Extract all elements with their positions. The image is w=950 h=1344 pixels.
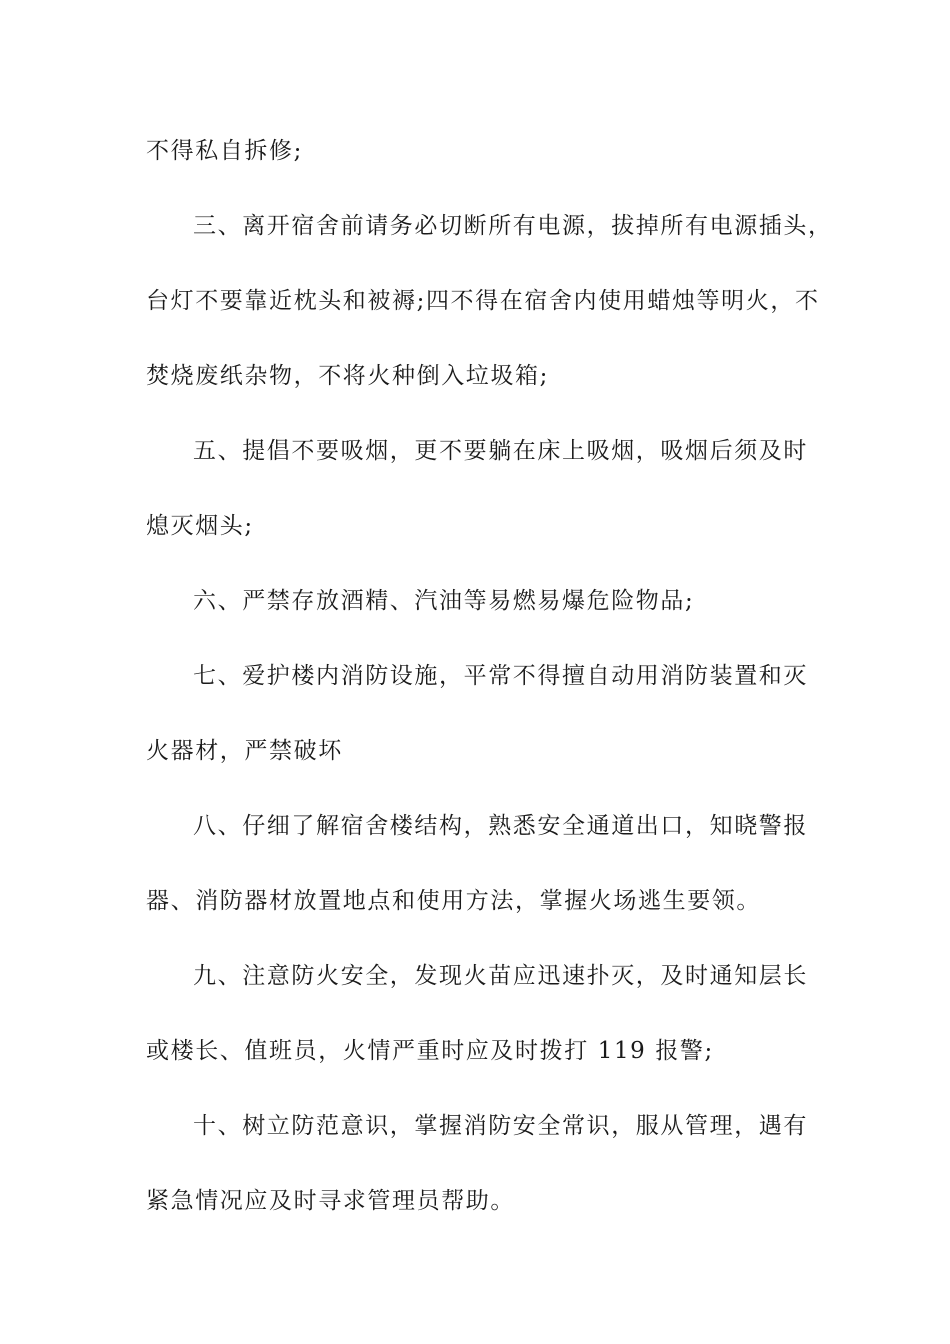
paragraph-start-item-9: 九、注意防火安全，发现火苗应迅速扑灭，及时通知层长 — [193, 963, 808, 989]
text-line: 器、消防器材放置地点和使用方法，掌握火场逃生要领。 — [146, 888, 761, 914]
text-line: 火器材，严禁破坏 — [146, 738, 343, 764]
text-line: 熄灭烟头; — [146, 513, 254, 539]
paragraph-start-item-6: 六、严禁存放酒精、汽油等易燃易爆危险物品; — [193, 588, 695, 614]
paragraph-start-item-7: 七、爱护楼内消防设施，平常不得擅自动用消防装置和灭 — [193, 663, 808, 689]
paragraph-start-item-5: 五、提倡不要吸烟，更不要躺在床上吸烟，吸烟后须及时 — [193, 438, 808, 464]
text-line: 焚烧废纸杂物，不将火种倒入垃圾箱; — [146, 363, 549, 389]
text-line: 紧急情况应及时寻求管理员帮助。 — [146, 1188, 515, 1214]
paragraph-start-item-8: 八、仔细了解宿舍楼结构，熟悉安全通道出口，知晓警报 — [193, 813, 808, 839]
text-line: 台灯不要靠近枕头和被褥;四不得在宿舍内使用蜡烛等明火，不 — [146, 288, 820, 314]
text-line: 或楼长、值班员，火情严重时应及时拨打 119 报警; — [146, 1038, 714, 1064]
paragraph-start-item-3: 三、离开宿舍前请务必切断所有电源，拔掉所有电源插头， — [193, 213, 833, 239]
paragraph-start-item-10: 十、树立防范意识，掌握消防安全常识，服从管理，遇有 — [193, 1113, 808, 1139]
text-line: 不得私自拆修; — [146, 138, 303, 164]
